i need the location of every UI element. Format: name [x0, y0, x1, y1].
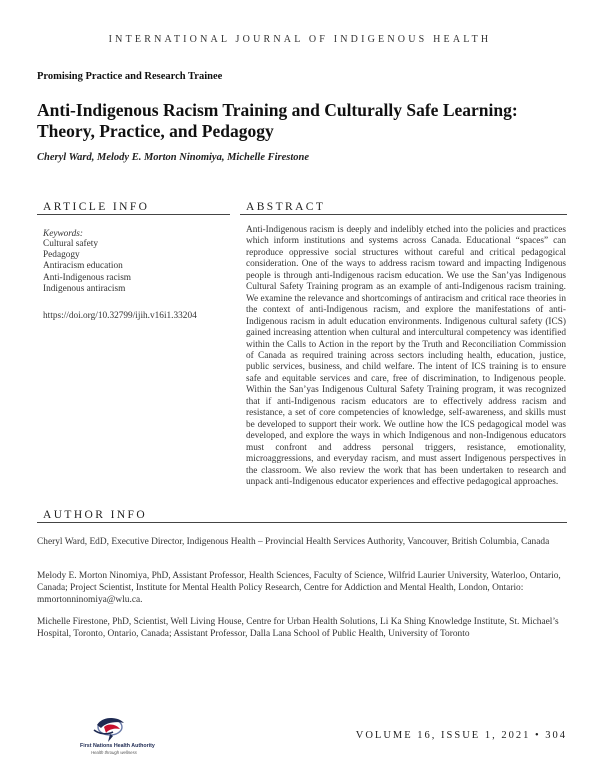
keyword-item: Antiracism education	[43, 261, 123, 272]
fnha-logo-icon	[80, 712, 150, 764]
abstract-heading: ABSTRACT	[246, 201, 326, 213]
abstract-rule	[240, 214, 567, 215]
section-label: Promising Practice and Research Trainee	[37, 71, 223, 82]
logo-tagline: Health through wellness	[91, 750, 137, 755]
keyword-list	[43, 239, 131, 295]
author-affiliation-morton-ninomiya: Melody E. Morton Ninomiya, PhD, Assistant Professor, Health Sciences, Faculty of Science, Wilfrid Laurier University, Waterloo, Ontario, Canada; Project Scientist, Institute for Mental Health Policy Research, Centre for Addiction and Mental Health, London, Ontario: mmortonninomiya@wlu.ca.	[37, 571, 561, 606]
doi-link[interactable]: https://doi.org/10.32799/ijih.v16i1.33204	[43, 311, 197, 321]
keyword-item: Indigenous antiracism	[43, 283, 126, 294]
logo-name: First Nations Health Authority	[80, 743, 155, 749]
author-names: Cheryl Ward, Melody E. Morton Ninomiya, Michelle Firestone	[37, 152, 310, 163]
keywords-label: Keywords:	[43, 229, 83, 239]
keyword-item: Pedagogy	[43, 250, 80, 261]
author-info-heading: AUTHOR INFO	[43, 509, 148, 521]
abstract-text: Anti-Indigenous racism is deeply and indelibly etched into the policies and practices which inform institutions and systems across Canada. Educational “spaces” can reproduce oppressive social structures without careful and critical pedagogical consideration. One of the ways to address racism toward and impacting Indigenous people is through anti-Indigenous racism education. We use the San’yas Indigenous Cultural Safety Training program as an example of anti-Indigenous racism training. We examine the relevance and shortcomings of antiracism and critical race theories in the context of anti-Indigenous racism, and explore the manifestations of anti-Indigenous racism in adult education environments. Indigenous cultural safety (ICS) gained increasing attention when cultural and intercultural competency was identified within the Calls to Action in the report by the Truth and Reconciliation Commission of Canada as required training across sectors including health, education, justice, public services, business, and child welfare. The intent of ICS training is to ensure safe and equitable services and care, free of discrimination, to Indigenous people. Within the San’yas Indigenous Cultural Safety Training program, it was recognized that if anti-Indigenous racism educators are to effectively address racism and resistance, a set of core competencies of knowledge, self-awareness, and skills must be developed to support their work. We outline how the ICS pedagogical model was developed, and explore the ways in which Indigenous and non-Indigenous educators must confront and address personal triggers, resistance, emotionality, microaggressions, and everyday racism, and must assert Indigenous perspectives in the classroom. We also review the work that has been undertaken to research and unpack anti-Indigenous educator experiences and effective pedagogical approaches.	[246, 225, 566, 487]
article-title: Anti-Indigenous Racism Training and Culturally Safe Learning: Theory, Practice, and Pedagogy	[37, 100, 518, 141]
author-affiliation-ward: Cheryl Ward, EdD, Executive Director, Indigenous Health – Provincial Health Services Authority, Vancouver, British Columbia, Canada	[37, 537, 550, 547]
author-affiliation-firestone: Michelle Firestone, PhD, Scientist, Well Living House, Centre for Urban Health Solutions, Li Ka Shing Knowledge Institute, St. Michael’s Hospital, Toronto, Ontario, Canada; Assistant Professor, Dalla Lana School of Public Health, University of Toronto	[37, 617, 559, 640]
keyword-item: Anti-Indigenous racism	[43, 272, 132, 283]
article-info-heading: ARTICLE INFO	[43, 201, 150, 213]
article-info-rule	[37, 214, 230, 215]
journal-header: INTERNATIONAL JOURNAL OF INDIGENOUS HEALTH	[108, 34, 492, 45]
keyword-item: Cultural safety	[43, 239, 98, 249]
author-info-rule	[37, 522, 567, 523]
volume-footer: VOLUME 16, ISSUE 1, 2021 • 304	[355, 730, 567, 741]
